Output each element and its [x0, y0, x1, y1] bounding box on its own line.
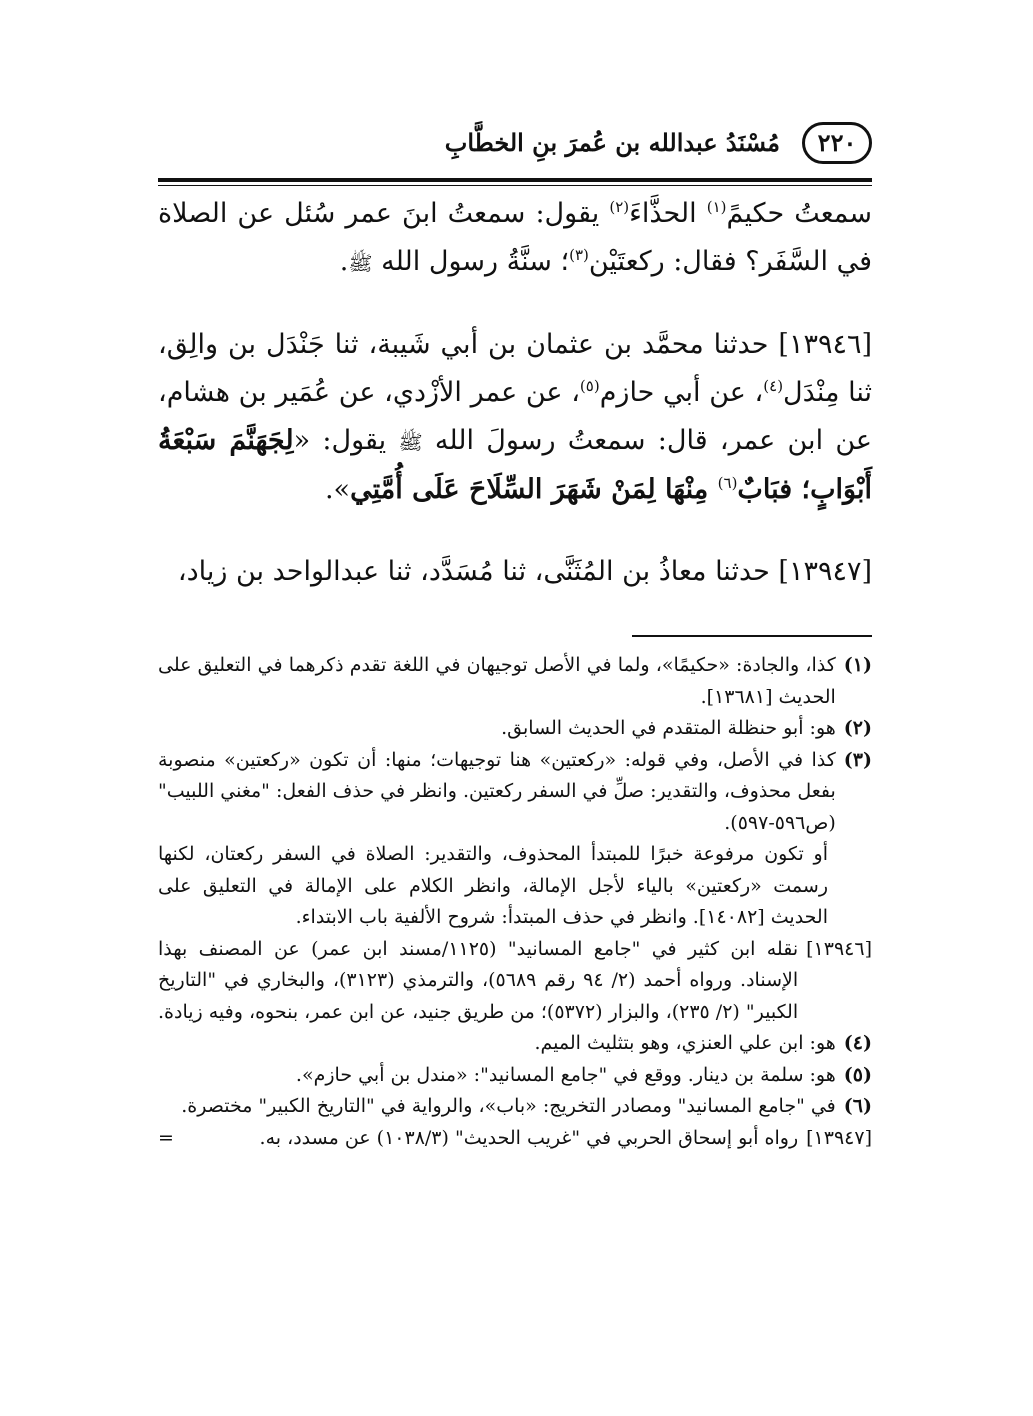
main-text: [158, 190, 872, 596]
page-header: [158, 122, 872, 174]
hadith-matn-cont: مِنْهَا لِمَنْ شَهَرَ السِّلَاحَ عَلَى أُمَّتِي: [350, 474, 718, 505]
footnote-ref-3[interactable]: (٣): [569, 246, 589, 264]
footnote-ref-4[interactable]: (٤): [763, 377, 784, 395]
footnote-ref-2[interactable]: (٢): [609, 198, 630, 216]
salawat-glyph: ﷺ: [398, 430, 423, 454]
footnote-4: (٤) هو: ابن علي العنزي، وهو بتثليث الميم.: [534, 1032, 872, 1054]
footnotes: [158, 650, 872, 1154]
takhrij-13947: [١٣٩٤٧] رواه أبو إسحاق الحربي في "غريب الحديث" (١٠٣٨/٣) عن مسدد، به. =: [158, 1123, 872, 1155]
takhrij-13946: [١٣٩٤٦] نقله ابن كثير في "جامع المسانيد" (١١٢٥/مسند ابن عمر) عن المصنف بهذا الإسناد. ورواه أحمد (٢/ ٩٤ رقم ٥٦٨٩)، والترمذي (٣١٢٣)، والبخاري في "التاريخ الكبير" (٢/ ٢٣٥)، والبزار (٥٣٧٢)؛ من طريق جنيد، عن ابن عمر، بنحوه، وفيه زيادة.: [157, 937, 872, 1023]
footnote-3-continuation: أو تكون مرفوعة خبرًا للمبتدأ المحذوف، والتقدير: الصلاة في السفر ركعتان، لكنها رسمت «ركعتين» بالياء لأجل الإمالة، وانظر الكلام على الإمالة في التعليق على الحديث [١٤٠٨٢]. وانظر في حذف المبتدأ: شروح الألفية باب الابتداء.: [158, 843, 828, 928]
paragraph-continuation: سمعتُ حكيمً$^{(١)}$ الحذَّاءَ$^{(٢)}$ يقول: سمعتُ ابنَ عمر سُئل عن الصلاة في السَّفَر؟ فقال: ركعتَيْن$^{(٣)}$؛ سنَّةُ رسول الله ﷺ.: [158, 198, 873, 277]
continuation-mark: =: [158, 1126, 174, 1149]
footnote-2: (٢) هو: أبو حنظلة المتقدم في الحديث السابق.: [501, 717, 872, 739]
footnote-ref-6[interactable]: (٦): [717, 474, 738, 492]
footnote-3: (٣) كذا في الأصل، وفي قوله: «ركعتين» هنا توجيهات؛ منها: أن تكون «ركعتين» منصوبة بفعل محذوف، والتقدير: صلِّ في السفر ركعتين. وانظر في حذف الفعل: "مغني اللبيب" (ص٥٩٦-٥٩٧).: [158, 748, 872, 834]
hadith-13946: [١٣٩٤٦] حدثنا محمَّد بن عثمان بن أبي شَيبة، ثنا جَنْدَل بن والِق، ثنا مِنْدَل$^{(٤)}$، عن أبي حازم$^{(٥)}$، عن عمر الأزْدي، عن عُمَير بن هشام، عن ابن عمر، قال: سمعتُ رسولَ الله ﷺ يقول: «لِجَهَنَّمَ سَبْعَةُ أَبْوَابٍ؛ فبَابٌ$^{(٦)}$ مِنْهَا لِمَنْ شَهَرَ السِّلَاحَ عَلَى أُمَّتِي».: [158, 329, 872, 505]
hadith-matn: لِجَهَنَّمَ سَبْعَةُ أَبْوَابٍ؛ فبَابٌ: [158, 425, 872, 505]
footnote-ref-1[interactable]: (١): [706, 198, 727, 216]
page: [158, 0, 872, 1416]
footnote-1: (١) كذا، والجادة: «حكيمًا»، ولما في الأصل توجيهان في اللغة تقدم ذكرهما في التعليق على الحديث [١٣٦٨١].: [158, 654, 872, 708]
page-number-badge: ٢٢٠: [802, 122, 872, 164]
running-title: مُسْنَدُ عبدالله بن عُمرَ بنِ الخطَّابِ: [444, 128, 780, 157]
footnote-5: (٥) هو: سلمة بن دينار. ووقع في "جامع المسانيد": «مندل بن أبي حازم».: [295, 1063, 872, 1086]
footnote-6: (٦) في "جامع المسانيد" ومصادر التخريج: «باب»، والرواية في "التاريخ الكبير" مختصرة.: [181, 1095, 872, 1117]
salawat-glyph: ﷺ: [348, 251, 373, 275]
hadith-13947: [١٣٩٤٧] حدثنا معاذُ بن المُثَنَّى، ثنا مُسَدَّد، ثنا عبدالواحد بن زياد،: [177, 556, 872, 587]
header-rule-thick: [158, 178, 872, 182]
footnote-ref-5[interactable]: (٥): [579, 377, 600, 395]
footnote-separator: [632, 635, 872, 637]
header-rule-thin: [158, 185, 872, 186]
